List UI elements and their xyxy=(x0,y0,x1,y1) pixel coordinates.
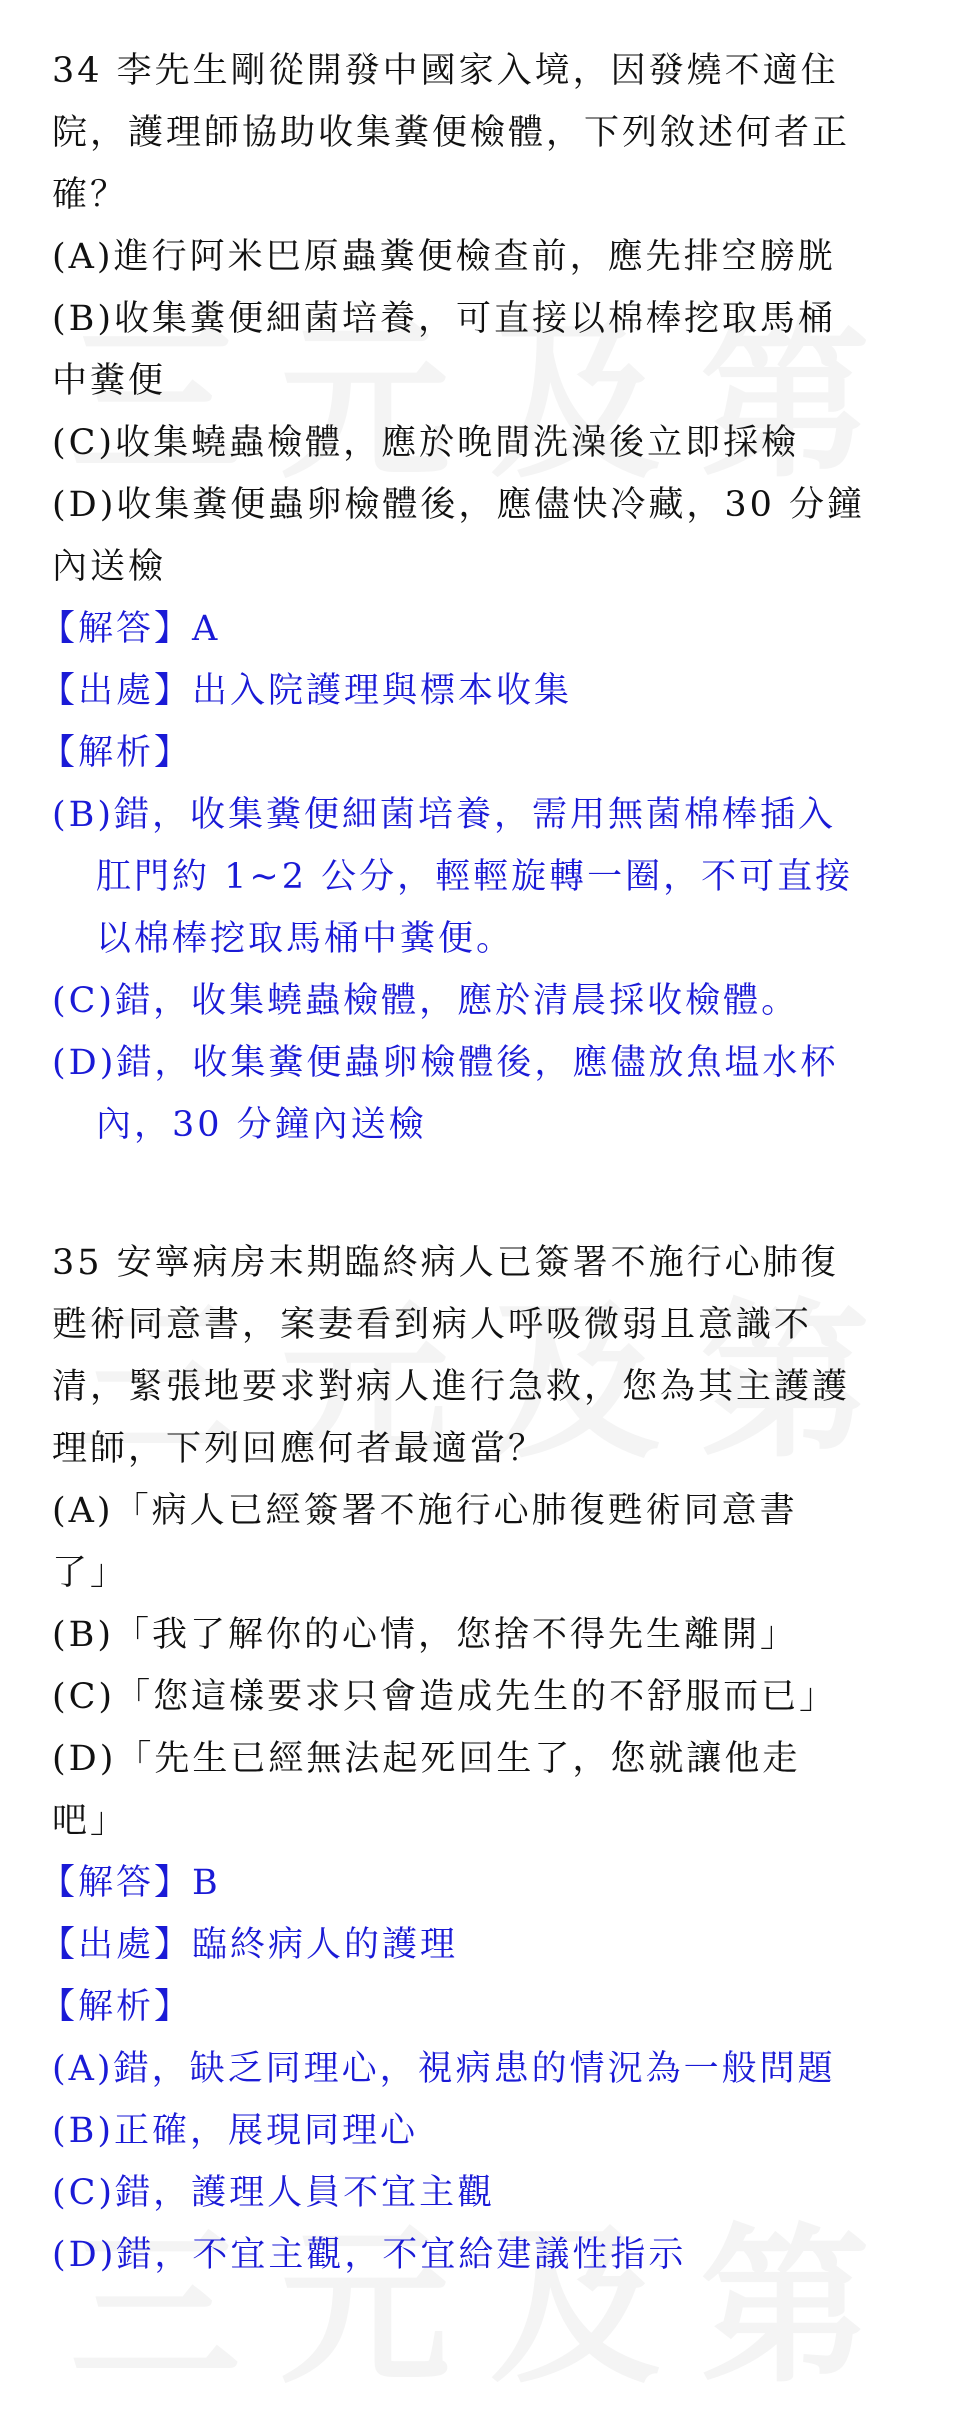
answer-line: 【解答】A xyxy=(40,609,221,649)
question-35 xyxy=(40,1232,940,2286)
stem-line: 清，緊張地要求對病人進行急救，您為其主護護 xyxy=(52,1367,851,1407)
stem-line: 35 安寧病房末期臨終病人已簽署不施行心肺復 xyxy=(52,1243,839,1283)
analysis-label: 【解析】 xyxy=(40,733,193,773)
analysis-d: (D)錯，收集糞便蟲卵檢體後，應儘放魚塭水杯 xyxy=(52,1043,839,1083)
option-list xyxy=(52,1480,940,1852)
analysis-b-cont: 以棉棒挖取馬桶中糞便。 xyxy=(96,919,515,959)
analysis-b: (B)正確，展現同理心 xyxy=(52,2111,419,2151)
option-d: (D)「先生已經無法起死回生了，您就讓他走 xyxy=(52,1739,801,1779)
option-b: (B)「我了解你的心情，您捨不得先生離開」 xyxy=(52,1615,799,1655)
option-d-cont: 吧」 xyxy=(52,1801,129,1841)
stem-line: 理師，下列回應何者最適當？ xyxy=(52,1429,547,1469)
option-list xyxy=(52,226,940,598)
option-a: (A)進行阿米巴原蟲糞便檢查前，應先排空膀胱 xyxy=(52,237,836,277)
analysis-c: (C)錯，收集蟯蟲檢體，應於清晨採收檢體。 xyxy=(52,981,800,1021)
option-d: (D)收集糞便蟲卵檢體後，應儘快冷藏，30 分鐘 xyxy=(52,485,866,525)
analysis-b-cont: 肛門約 1~2 公分，輕輕旋轉一圈，不可直接 xyxy=(96,857,854,897)
option-a: (A)「病人已經簽署不施行心肺復甦術同意書 xyxy=(52,1491,798,1531)
analysis-b: (B)錯，收集糞便細菌培養，需用無菌棉棒插入 xyxy=(52,795,837,835)
option-a-cont: 了」 xyxy=(52,1553,129,1593)
question-34 xyxy=(40,40,940,1156)
stem-line: 甦術同意書，案妻看到病人呼吸微弱且意識不 xyxy=(52,1305,813,1345)
analysis-a: (A)錯，缺乏同理心，視病患的情況為一般問題 xyxy=(52,2049,836,2089)
analysis-label: 【解析】 xyxy=(40,1987,193,2027)
stem-line: 確？ xyxy=(52,175,129,215)
option-c: (C)收集蟯蟲檢體，應於晚間洗澡後立即採檢 xyxy=(52,423,800,463)
question-stem xyxy=(52,40,940,226)
analysis-d: (D)錯，不宜主觀，不宜給建議性指示 xyxy=(52,2235,687,2275)
solution-section xyxy=(40,1852,940,2286)
analysis-d-cont: 內，30 分鐘內送檢 xyxy=(96,1105,427,1145)
question-stem xyxy=(52,1232,940,1480)
option-b-cont: 中糞便 xyxy=(52,361,167,401)
analysis-c: (C)錯，護理人員不宜主觀 xyxy=(52,2173,496,2213)
solution-section xyxy=(40,598,940,1156)
source-line: 【出處】出入院護理與標本收集 xyxy=(40,671,573,711)
option-d-cont: 內送檢 xyxy=(52,547,167,587)
stem-line: 院，護理師協助收集糞便檢體，下列敘述何者正 xyxy=(52,113,851,153)
option-c: (C)「您這樣要求只會造成先生的不舒服而已」 xyxy=(52,1677,838,1717)
option-b: (B)收集糞便細菌培養，可直接以棉棒挖取馬桶 xyxy=(52,299,837,339)
stem-line: 34 李先生剛從開發中國家入境，因發燒不適住 xyxy=(52,51,839,91)
answer-line: 【解答】B xyxy=(40,1863,221,1903)
source-line: 【出處】臨終病人的護理 xyxy=(40,1925,459,1965)
